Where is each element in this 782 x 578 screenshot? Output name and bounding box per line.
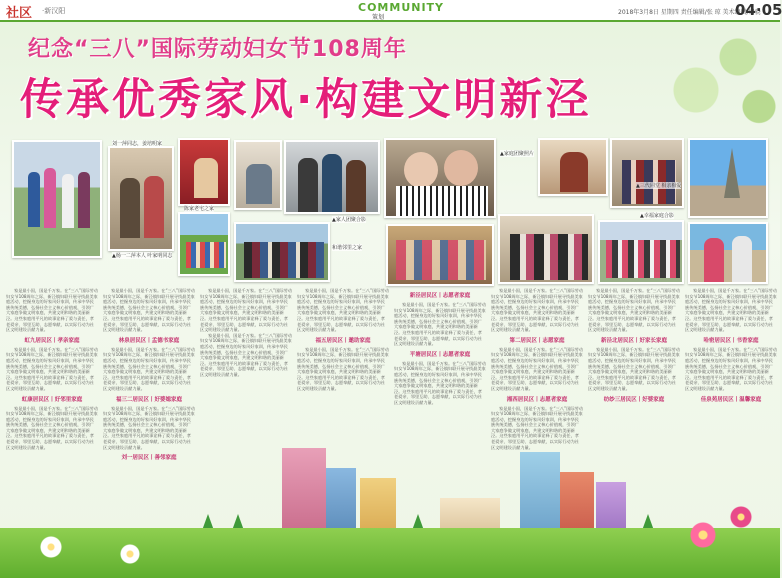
paper-logo: 社区 [6, 6, 33, 21]
caption-8: ▲幸福家庭合影 [640, 213, 674, 219]
paragraph: 家是最小国，国是千万家。在“三八”国际劳动妇女节108周年之际，新泾镇妇联开展寻找最美家庭活动，挖掘身边的好家风好家训，传承中华民族传统美德，弘扬社会主义核心价值观，引领广大家庭争做文明家庭，共建文明和谐的美丽新泾。这些家庭用平凡的故事诠释了爱与责任，孝老爱亲、邻里互助、志愿奉献，以实际行动为社区文明建设贡献力量。 [588, 346, 680, 391]
caption-2: ▲杨一二萍本人 叶家明同志 [112, 253, 173, 259]
section-heading: 第二居民区丨志愿家庭 [509, 337, 565, 344]
photo-red-room [178, 138, 230, 206]
caption-1: 刘一萍同志，姜培明家 [112, 141, 163, 147]
photo-family-1 [12, 140, 102, 258]
caption-7: ▲三代同堂 相亲相爱 [636, 183, 682, 189]
photo-couple-travel [688, 222, 768, 284]
photo-elderly-woman [538, 138, 608, 196]
paragraph: 家是最小国，国是千万家。在“三八”国际劳动妇女节108周年之际，新泾镇妇联开展寻找最美家庭活动，挖掘身边的好家风好家训，传承中华民族传统美德，弘扬社会主义核心价值观，引领广大家庭争做文明家庭，共建文明和谐的美丽新泾。这些家庭用平凡的故事诠释了爱与责任，孝老爱亲、邻里互助、志愿奉献，以实际行动为社区文明建设贡献力量。 [588, 288, 680, 333]
paragraph: 家是最小国，国是千万家。在“三八”国际劳动妇女节108周年之际，新泾镇妇联开展寻找最美家庭活动，挖掘身边的好家风好家训，传承中华民族传统美德，弘扬社会主义核心价值观，引领广大家庭争做文明家庭，共建文明和谐的美丽新泾。这些家庭用平凡的故事诠释了爱与责任，孝老爱亲、邻里互助、志愿奉献，以实际行动为社区文明建设贡献力量。 [200, 288, 292, 333]
leaf-decoration [640, 24, 780, 134]
photo-elderly-couple [108, 146, 174, 251]
flower [730, 506, 752, 528]
paragraph: 家是最小国，国是千万家。在“三八”国际劳动妇女节108周年之际，新泾镇妇联开展寻找最美家庭活动，挖掘身边的好家风好家训，传承中华民族传统美德，弘扬社会主义核心价值观，引领广大家庭争做文明家庭，共建文明和谐的美丽新泾。这些家庭用平凡的故事诠释了爱与责任，孝老爱亲、邻里互助、志愿奉献，以实际行动为社区文明建设贡献力量。 [685, 288, 777, 333]
paragraph: 家是最小国，国是千万家。在“三八”国际劳动妇女节108周年之际，新泾镇妇联开展寻找最美家庭活动，挖掘身边的好家风好家训，传承中华民族传统美德，弘扬社会主义核心价值观，引领广大家庭争做文明家庭，共建文明和谐的美丽新泾。这些家庭用平凡的故事诠释了爱与责任，孝老爱亲、邻里互助、志愿奉献，以实际行动为社区文明建设贡献力量。 [491, 346, 583, 391]
section-tag: ·新汉阳 [42, 7, 66, 15]
paragraph: 家是最小国，国是千万家。在“三八”国际劳动妇女节108周年之际，新泾镇妇联开展寻找最美家庭活动，挖掘身边的好家风好家训，传承中华民族传统美德，弘扬社会主义核心价值观，引领广大家庭争做文明家庭，共建文明和谐的美丽新泾。这些家庭用平凡的故事诠释了爱与责任，孝老爱亲、邻里互助、志愿奉献，以实际行动为社区文明建设贡献力量。 [6, 346, 98, 391]
paragraph: 家是最小国，国是千万家。在“三八”国际劳动妇女节108周年之际，新泾镇妇联开展寻找最美家庭活动，挖掘身边的好家风好家训，传承中华民族传统美德，弘扬社会主义核心价值观，引领广大家庭争做文明家庭，共建文明和谐的美丽新泾。这些家庭用平凡的故事诠释了爱与责任，孝老爱亲、邻里互助、志愿奉献，以实际行动为社区文明建设贡献力量。 [297, 346, 389, 391]
grass-ground [0, 528, 780, 578]
paragraph: 家是最小国，国是千万家。在“三八”国际劳动妇女节108周年之际，新泾镇妇联开展寻找最美家庭活动，挖掘身边的好家风好家训，传承中华民族传统美德，弘扬社会主义核心价值观，引领广大家庭争做文明家庭，共建文明和谐的美丽新泾。这些家庭用平凡的故事诠释了爱与责任，孝老爱亲、邻里互助、志愿奉献，以实际行动为社区文明建设贡献力量。 [200, 332, 292, 377]
photo-group-outdoor [234, 222, 330, 282]
section-heading: 哈密居民区丨书香家庭 [703, 337, 759, 344]
building [520, 452, 560, 538]
caption-4: ▲家人团聚合影 [332, 217, 366, 223]
section-heading: 虹康居民区丨好邻里家庭 [21, 396, 83, 403]
section-heading: 虹九居民区丨孝亲家庭 [24, 337, 80, 344]
section-heading: 福五居民区丨邀助家庭 [315, 337, 371, 344]
photo-three-generations [498, 214, 594, 284]
paragraph: 家是最小国，国是千万家。在“三八”国际劳动妇女节108周年之际，新泾镇妇联开展寻找最美家庭活动，挖掘身边的好家风好家训，传承中华民族传统美德，弘扬社会主义核心价值观，引领广大家庭争做文明家庭，共建文明和谐的美丽新泾。这些家庭用平凡的故事诠释了爱与责任，孝老爱亲、邻里互助、志愿奉献，以实际行动为社区文明建设贡献力量。 [6, 405, 98, 450]
caption-3: 陈家老宅之家 [184, 206, 215, 212]
section-heading: 新泾北居民区丨好家长家庭 [600, 337, 667, 344]
photo-family-room [610, 138, 684, 208]
caption-6: ▲家庭团聚照片 [500, 151, 534, 157]
subtitle: 纪念“三八”国际劳动妇女节108周年 [28, 37, 407, 62]
city-illustration [0, 430, 780, 578]
flower [690, 522, 716, 548]
paragraph: 家是最小国，国是千万家。在“三八”国际劳动妇女节108周年之际，新泾镇妇联开展寻找最美家庭活动，挖掘身边的好家风好家训，传承中华民族传统美德，弘扬社会主义核心价值观，引领广大家庭争做文明家庭，共建文明和谐的美丽新泾。这些家庭用平凡的故事诠释了爱与责任，孝老爱亲、邻里互助、志愿奉献，以实际行动为社区文明建设贡献力量。 [394, 360, 486, 405]
section-heading: 林泉居民区丨孟德书家庭 [118, 337, 180, 344]
paragraph: 家是最小国，国是千万家。在“三八”国际劳动妇女节108周年之际，新泾镇妇联开展寻找最美家庭活动，挖掘身边的好家风好家训，传承中华民族传统美德，弘扬社会主义核心价值观，引领广大家庭争做文明家庭，共建文明和谐的美丽新泾。这些家庭用平凡的故事诠释了爱与责任，孝老爱亲、邻里互助、志愿奉献，以实际行动为社区文明建设贡献力量。 [394, 302, 486, 347]
page-number: 04·05 [735, 1, 782, 19]
main-title: 传承优秀家风·构建文明新泾 [20, 75, 592, 125]
flower [40, 536, 62, 558]
section-heading: 纺纱三居民区丨好婆家庭 [603, 396, 665, 403]
flower [120, 544, 140, 564]
paragraph: 家是最小国，国是千万家。在“三八”国际劳动妇女节108周年之际，新泾镇妇联开展寻找最美家庭活动，挖掘身边的好家风好家训，传承中华民族传统美德，弘扬社会主义核心价值观，引领广大家庭争做文明家庭，共建文明和谐的美丽新泾。这些家庭用平凡的故事诠释了爱与责任，孝老爱亲、邻里互助、志愿奉献，以实际行动为社区文明建设贡献力量。 [103, 405, 195, 450]
section-heading: 新泾居民区丨志愿者家庭 [409, 293, 471, 299]
community-banner: COMMUNITY [358, 1, 445, 14]
section-heading: 刘一居民区丨善邻家庭 [121, 455, 177, 462]
caption-5: 和谐邻里之家 [332, 245, 363, 251]
paragraph: 家是最小国，国是千万家。在“三八”国际劳动妇女节108周年之际，新泾镇妇联开展寻找最美家庭活动，挖掘身边的好家风好家训，传承中华民族传统美德，弘扬社会主义核心价值观，引领广大家庭争做文明家庭，共建文明和谐的美丽新泾。这些家庭用平凡的故事诠释了爱与责任，孝老爱亲、邻里互助、志愿奉献，以实际行动为社区文明建设贡献力量。 [491, 405, 583, 450]
section-heading: 湘西居民区丨志愿者家庭 [506, 396, 568, 403]
paragraph: 家是最小国，国是千万家。在“三八”国际劳动妇女节108周年之际，新泾镇妇联开展寻找最美家庭活动，挖掘身边的好家风好家训，传承中华民族传统美德，弘扬社会主义核心价值观，引领广大家庭争做文明家庭，共建文明和谐的美丽新泾。这些家庭用平凡的故事诠释了爱与责任，孝老爱亲、邻里互助、志愿奉献，以实际行动为社区文明建设贡献力量。 [491, 288, 583, 333]
photo-indoor-family [234, 140, 282, 210]
photo-mother-daughter [384, 138, 496, 218]
paragraph: 家是最小国，国是千万家。在“三八”国际劳动妇女节108周年之际，新泾镇妇联开展寻找最美家庭活动，挖掘身边的好家风好家训，传承中华民族传统美德，弘扬社会主义核心价值观，引领广大家庭争做文明家庭，共建文明和谐的美丽新泾。这些家庭用平凡的故事诠释了爱与责任，孝老爱亲、邻里互助、志愿奉献，以实际行动为社区文明建设贡献力量。 [103, 288, 195, 333]
page-header [0, 0, 780, 22]
paragraph: 家是最小国，国是千万家。在“三八”国际劳动妇女节108周年之际，新泾镇妇联开展寻找最美家庭活动，挖掘身边的好家风好家训，传承中华民族传统美德，弘扬社会主义核心价值观，引领广大家庭争做文明家庭，共建文明和谐的美丽新泾。这些家庭用平凡的故事诠释了爱与责任，孝老爱亲、邻里互助、志愿奉献，以实际行动为社区文明建设贡献力量。 [685, 346, 777, 391]
photo-paris-tower [688, 138, 768, 218]
building [282, 448, 326, 538]
photo-outdoor-group [178, 212, 230, 276]
section-heading: 佳泉苑居民区丨温馨家庭 [700, 396, 762, 403]
paragraph: 家是最小国，国是千万家。在“三八”国际劳动妇女节108周年之际，新泾镇妇联开展寻找最美家庭活动，挖掘身边的好家风好家训，传承中华民族传统美德，弘扬社会主义核心价值观，引领广大家庭争做文明家庭，共建文明和谐的美丽新泾。这些家庭用平凡的故事诠释了爱与责任，孝老爱亲、邻里互助、志愿奉献，以实际行动为社区文明建设贡献力量。 [297, 288, 389, 333]
section-heading: 平塘居民区丨志愿者家庭 [409, 351, 471, 358]
section-heading: 福三二居民区丨好婆媳家庭 [115, 396, 182, 403]
section-label: 策划 [372, 14, 385, 21]
paragraph: 家是最小国，国是千万家。在“三八”国际劳动妇女节108周年之际，新泾镇妇联开展寻找最美家庭活动，挖掘身边的好家风好家训，传承中华民族传统美德，弘扬社会主义核心价值观，引领广大家庭争做文明家庭，共建文明和谐的美丽新泾。这些家庭用平凡的故事诠释了爱与责任，孝老爱亲、邻里互助、志愿奉献，以实际行动为社区文明建设贡献力量。 [103, 346, 195, 391]
photo-family-dinner [386, 224, 494, 286]
issue-info: 2018年3月8日 星期四 责任编辑/张 琼 美术编辑/周骁 [618, 9, 761, 16]
paragraph: 家是最小国，国是千万家。在“三八”国际劳动妇女节108周年之际，新泾镇妇联开展寻找最美家庭活动，挖掘身边的好家风好家训，传承中华民族传统美德，弘扬社会主义核心价值观，引领广大家庭争做文明家庭，共建文明和谐的美丽新泾。这些家庭用平凡的故事诠释了爱与责任，孝老爱亲、邻里互助、志愿奉献，以实际行动为社区文明建设贡献力量。 [6, 288, 98, 333]
photo-three-people [284, 140, 380, 214]
photo-group-photo [598, 220, 684, 284]
